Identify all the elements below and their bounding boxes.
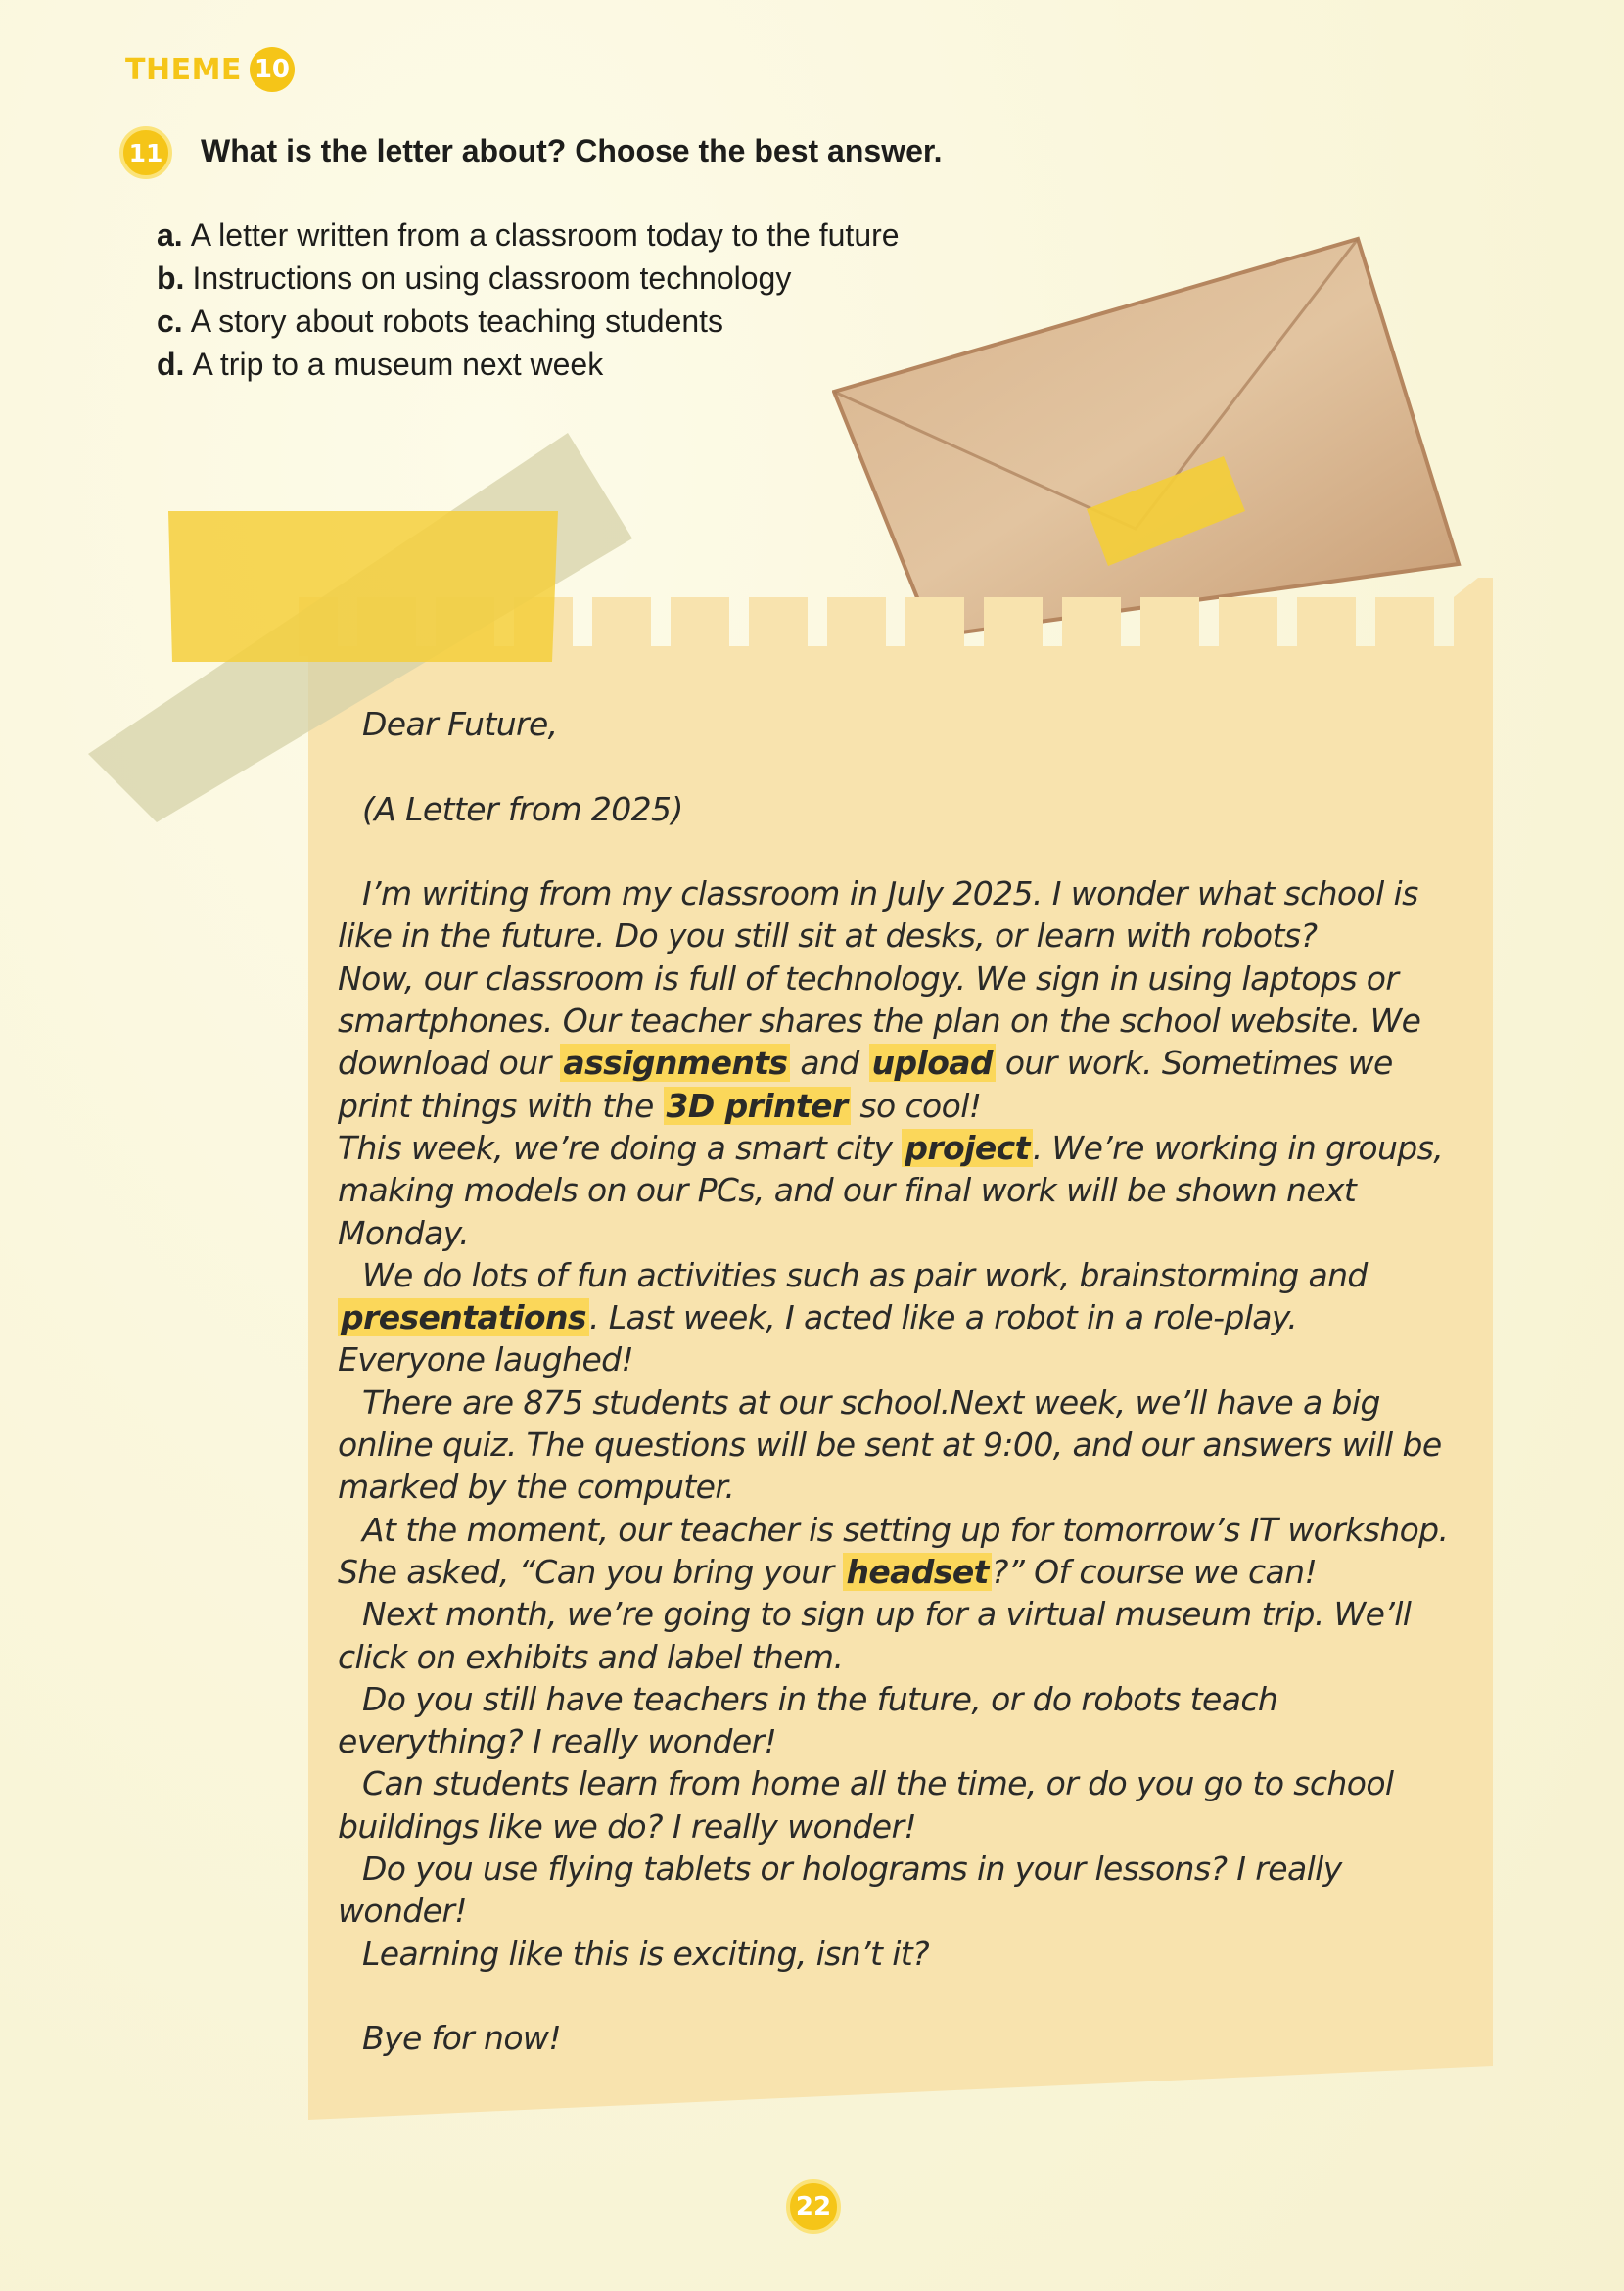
answer-option-b[interactable] [157,257,900,300]
letter-paragraph-3 [338,1127,1454,1254]
answer-option-c[interactable] [157,300,900,343]
text-run: This week, we’re doing a smart city [338,1128,903,1167]
theme-number-badge: 10 [250,47,295,92]
letter-paragraph-1 [338,872,1454,958]
option-letter: a. [157,217,183,253]
keyword-3d-printer: 3D printer [664,1087,851,1125]
letter-paragraph-8: Do you still have teachers in the future, or do robots teach everything? I really wonder! [338,1679,1278,1761]
text-run: Now, our classroom is full of technology. We sign in using laptops or smartphones. Our teacher shares the plan on the school website. We download our [338,958,1421,1083]
letter-paragraph-2 [338,958,1454,1127]
text-run: . We’re working in groups, making models on our PCs, and our final work will be shown next Monday. [338,1128,1444,1252]
line-gap [338,1975,1454,2017]
keyword-project: project [902,1129,1032,1167]
text-run: At the moment, our teacher is setting up for tomorrow’s IT workshop. She asked, “Can you bring your [338,1510,1449,1591]
text-run: so cool! [850,1086,982,1125]
question-text: What is the letter about? Choose the best answer. [201,133,943,168]
keyword-assignments: assignments [560,1044,790,1082]
text-run: ?” Of course we can! [991,1552,1318,1591]
theme-header [125,47,295,92]
letter-paragraph-5: There are 875 students at our school.Next week, we’ll have a big online quiz. The questions will be sent at 9:00, and our answers will be marked by the computer. [338,1382,1442,1507]
letter-greeting: Dear Future, [362,705,558,743]
option-letter: b. [157,260,185,296]
answer-option-a[interactable] [157,213,900,257]
option-letter: d. [157,347,185,382]
letter-paragraph-10: Do you use flying tablets or holograms in your lessons? I really wonder! [338,1849,1342,1931]
option-text: A trip to a museum next week [192,347,604,382]
theme-label: THEME [125,52,242,87]
keyword-headset: headset [843,1553,991,1591]
option-text: A letter written from a classroom today to the future [190,217,900,253]
answer-option-d[interactable] [157,343,900,386]
text-run: . Last week, I acted like a robot in a role-play. Everyone laughed! [338,1298,1298,1379]
page-number-badge: 22 [786,2179,841,2234]
option-letter: c. [157,304,183,339]
question-number-badge: 11 [119,126,172,179]
option-text: Instructions on using classroom technology [192,260,792,296]
keyword-presentations: presentations [338,1298,589,1336]
letter-paragraph-9: Can students learn from home all the time, or do you go to school buildings like we do? I really wonder! [338,1764,1394,1846]
text-run: I’m writing from my classroom in July 2025. I wonder what school is like in the future. Do you still sit at desks, or learn with robots? [338,874,1418,956]
letter-paragraph-7: Next month, we’re going to sign up for a virtual museum trip. We’ll click on exhibits and label them. [338,1595,1412,1676]
text-run: and [790,1044,869,1083]
letter-paragraph-6 [338,1509,1454,1594]
answer-options [157,213,900,386]
text-run: We do lots of fun activities such as pair work, brainstorming and [362,1255,1368,1294]
keyword-upload: upload [869,1044,996,1082]
letter-paragraph-4 [338,1254,1454,1381]
line-gap [338,745,1454,787]
letter-body [338,703,1454,2060]
letter-paragraph-11: Learning like this is exciting, isn’t it? [362,1934,930,1973]
letter-closing: Bye for now! [362,2019,561,2058]
letter-subtitle: (A Letter from 2025) [362,789,683,828]
line-gap [338,830,1454,872]
tape-yellow [168,511,558,662]
text-run: our work. Sometimes we print things with the [338,1044,1393,1125]
option-text: A story about robots teaching students [190,304,724,339]
